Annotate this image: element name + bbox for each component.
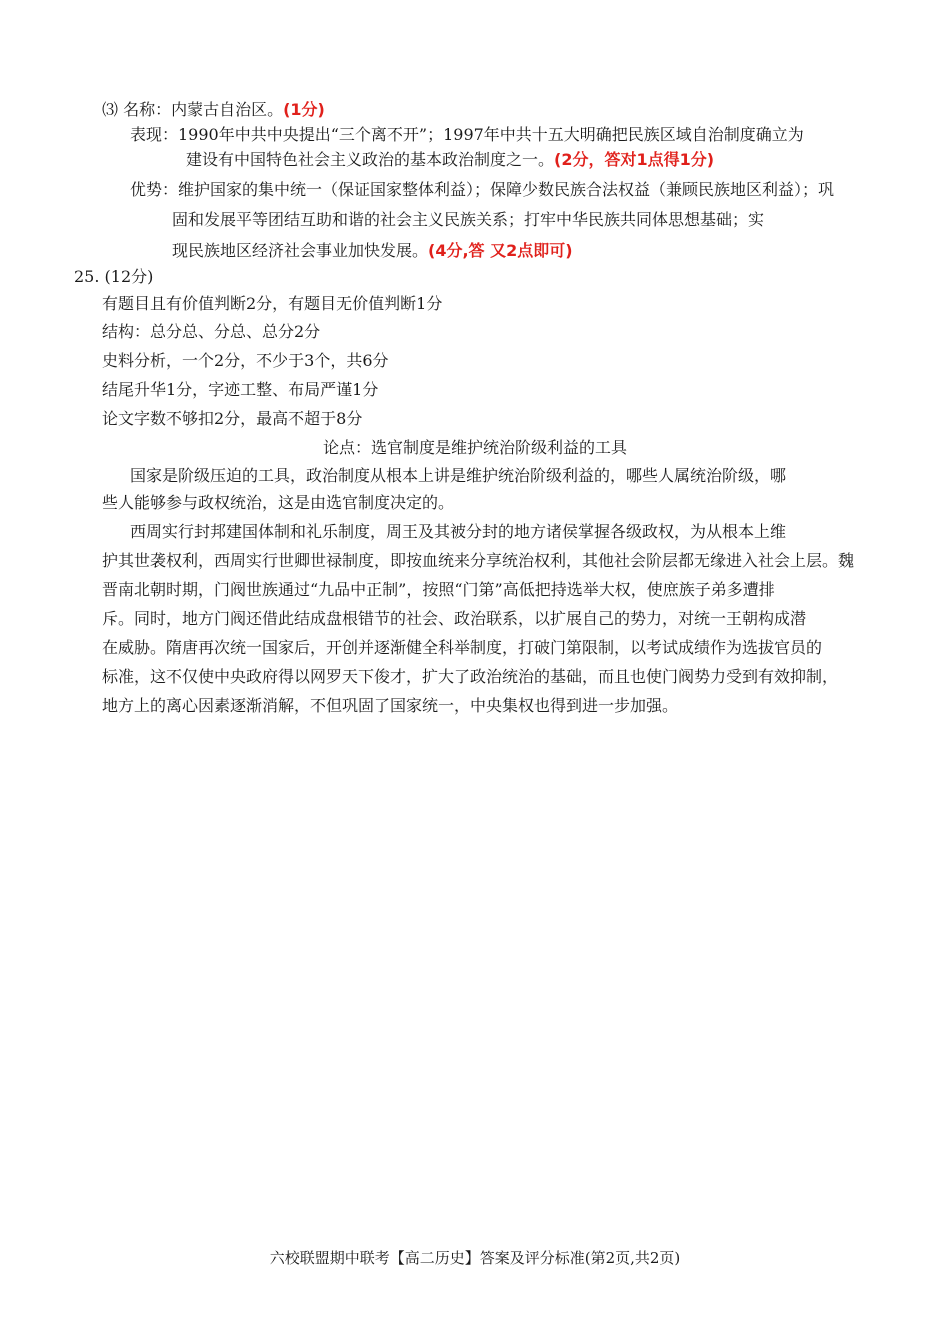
- q25-paragraph-1-line: 些人能够参与政权统治，这是由选官制度决定的。: [102, 493, 455, 512]
- q25-paragraph-2-line: 在威胁。隋唐再次统一国家后，开创并逐渐健全科举制度，打破门第限制，以考试成绩作为选拔官员的: [102, 638, 823, 657]
- q3-name-text: ⑶ 名称：内蒙古自治区。: [102, 100, 284, 119]
- q25-criterion: 结构：总分总、分总、总分2分: [102, 322, 321, 341]
- q25-criterion: 史料分析，一个2分，不少于3个，共6分: [102, 351, 389, 370]
- q3-expression-text: 建设有中国特色社会主义政治的基本政治制度之一。: [186, 150, 555, 169]
- q25-heading: 25. (12分): [74, 267, 154, 286]
- q25-paragraph-2-line: 护其世袭权利，西周实行世卿世禄制度，即按血统来分享统治权利，其他社会阶层都无缘进入社会上层。魏: [102, 551, 855, 570]
- q3-expression-line-2: [186, 149, 714, 171]
- q25-criterion: 论文字数不够扣2分，最高不超于8分: [102, 409, 363, 428]
- q3-advantage-line-1: 优势：维护国家的集中统一（保证国家整体利益）；保障少数民族合法权益（兼顾民族地区利益）；巩: [130, 180, 835, 199]
- q3-expression-score: (2分，答对1点得1分): [554, 150, 715, 169]
- q25-paragraph-1-line: 国家是阶级压迫的工具，政治制度从根本上讲是维护统治阶级利益的，哪些人属统治阶级，哪: [130, 466, 787, 485]
- q25-criterion: 结尾升华1分，字迹工整、布局严谨1分: [102, 380, 379, 399]
- q3-advantage-line-3: [172, 240, 573, 262]
- q3-advantage-line-2: 固和发展平等团结互助和谐的社会主义民族关系；打牢中华民族共同体思想基础；实: [172, 210, 765, 229]
- q3-advantage-text: 现民族地区经济社会事业加快发展。: [172, 241, 429, 260]
- q3-expression-line-1: 表现：1990年中共中央提出“三个离不开”；1997年中共十五大明确把民族区域自治制度确立为: [130, 125, 804, 144]
- q25-paragraph-2-line: 西周实行封邦建国体制和礼乐制度，周王及其被分封的地方诸侯掌握各级政权，为从根本上维: [130, 522, 787, 541]
- q25-paragraph-2-line: 晋南北朝时期，门阀世族通过“九品中正制”，按照“门第”高低把持选举大权，使庶族子弟多遭排: [102, 580, 775, 599]
- q3-name-score: (1分): [283, 100, 325, 119]
- q25-thesis: 论点：选官制度是维护统治阶级利益的工具: [322, 438, 627, 457]
- q25-paragraph-2-line: 斥。同时，地方门阀还借此结成盘根错节的社会、政治联系，以扩展自己的势力，对统一王朝构成潜: [102, 609, 807, 628]
- q25-paragraph-2-line: 地方上的离心因素逐渐消解，不但巩固了国家统一，中央集权也得到进一步加强。: [102, 696, 679, 715]
- q3-advantage-score: (4分,答 又2点即可): [428, 241, 573, 260]
- q25-criterion: 有题目且有价值判断2分，有题目无价值判断1分: [102, 294, 443, 313]
- q25-paragraph-2-line: 标准，这不仅使中央政府得以网罗天下俊才，扩大了政治统治的基础，而且也使门阀势力受到有效抑制，: [102, 667, 839, 686]
- q3-name-line: [102, 99, 325, 121]
- page-footer: 六校联盟期中联考【高二历史】答案及评分标准(第2页,共2页): [269, 1249, 681, 1267]
